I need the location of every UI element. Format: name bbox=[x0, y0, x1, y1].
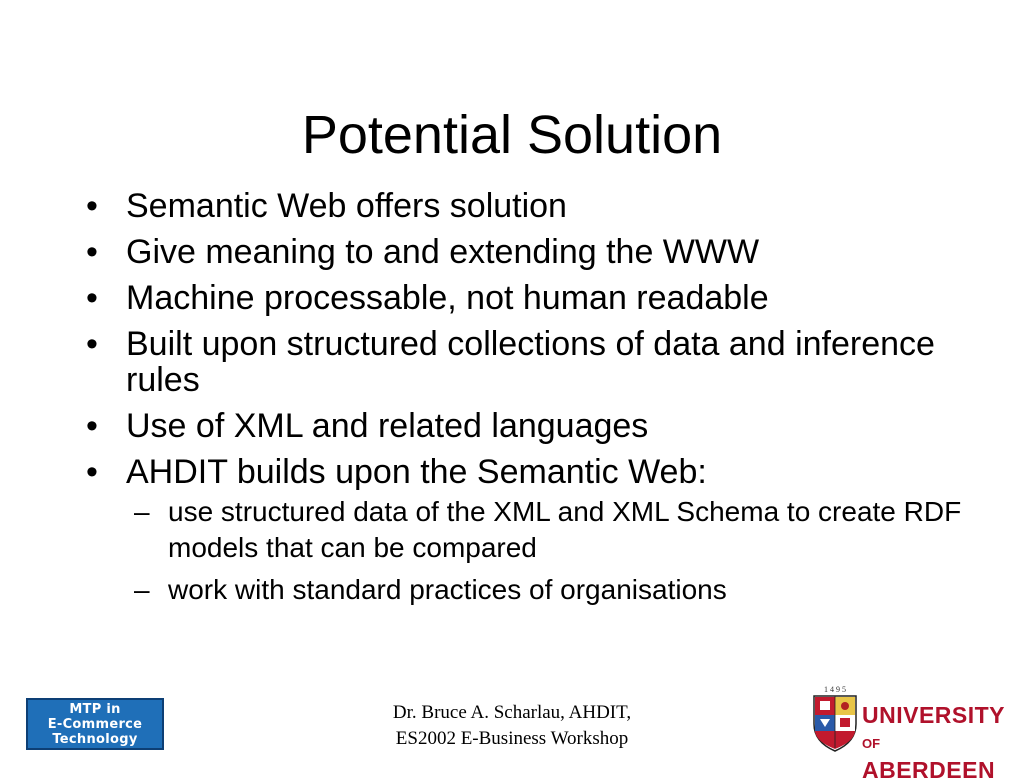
bullet-item bbox=[84, 326, 964, 398]
footer-text bbox=[352, 700, 672, 752]
bullet-text: Give meaning to and extending the WWW bbox=[126, 233, 760, 271]
bullet-text: Machine processable, not human readable bbox=[126, 279, 769, 317]
bullet-item bbox=[84, 454, 964, 608]
bullet-item bbox=[84, 408, 964, 444]
bullet-marker: • bbox=[86, 187, 98, 225]
mtp-ecommerce-logo bbox=[26, 698, 164, 750]
mtp-logo-line3: Technology bbox=[52, 732, 138, 747]
bullet-marker: • bbox=[86, 325, 98, 363]
sub-bullet-text: work with standard practices of organisations bbox=[168, 574, 727, 605]
bullet-text: Semantic Web offers solution bbox=[126, 187, 567, 225]
sub-bullet-list bbox=[126, 494, 964, 608]
of-text: OF bbox=[862, 736, 881, 751]
aberdeen-text: ABERDEEN bbox=[862, 757, 996, 783]
university-of-aberdeen-logo bbox=[862, 703, 1012, 783]
bullet-list bbox=[84, 188, 964, 618]
university-line: UNIVERSITY bbox=[862, 702, 1006, 728]
footer-line-2: ES2002 E-Business Workshop bbox=[395, 728, 629, 749]
bullet-marker: • bbox=[86, 233, 98, 271]
bullet-marker: • bbox=[86, 453, 98, 491]
crest-year: 1 4 9 5 bbox=[824, 685, 846, 694]
bullet-marker: • bbox=[86, 407, 98, 445]
bullet-item bbox=[84, 234, 964, 270]
bullet-text: Built upon structured collections of data and inference rules bbox=[126, 325, 935, 399]
footer-line-1: Dr. Bruce A. Scharlau, AHDIT, bbox=[392, 702, 632, 723]
mtp-logo-line2: E-Commerce bbox=[47, 717, 143, 732]
sub-bullet-item bbox=[122, 494, 964, 566]
bullet-item bbox=[84, 188, 964, 224]
mtp-logo-line1: MTP in bbox=[69, 702, 121, 717]
sub-bullet-text: use structured data of the XML and XML Schema to create RDF models that can be compared bbox=[168, 496, 962, 563]
sub-bullet-marker: – bbox=[134, 496, 150, 527]
sub-bullet-marker: – bbox=[134, 574, 150, 605]
slide-title: Potential Solution bbox=[301, 105, 723, 165]
bullet-text: Use of XML and related languages bbox=[126, 407, 649, 445]
university-crest-icon bbox=[810, 684, 860, 754]
sub-bullet-item bbox=[122, 572, 964, 608]
bullet-item bbox=[84, 280, 964, 316]
bullet-marker: • bbox=[86, 279, 98, 317]
aberdeen-line bbox=[862, 727, 1012, 783]
bullet-text: AHDIT builds upon the Semantic Web: bbox=[126, 453, 707, 491]
